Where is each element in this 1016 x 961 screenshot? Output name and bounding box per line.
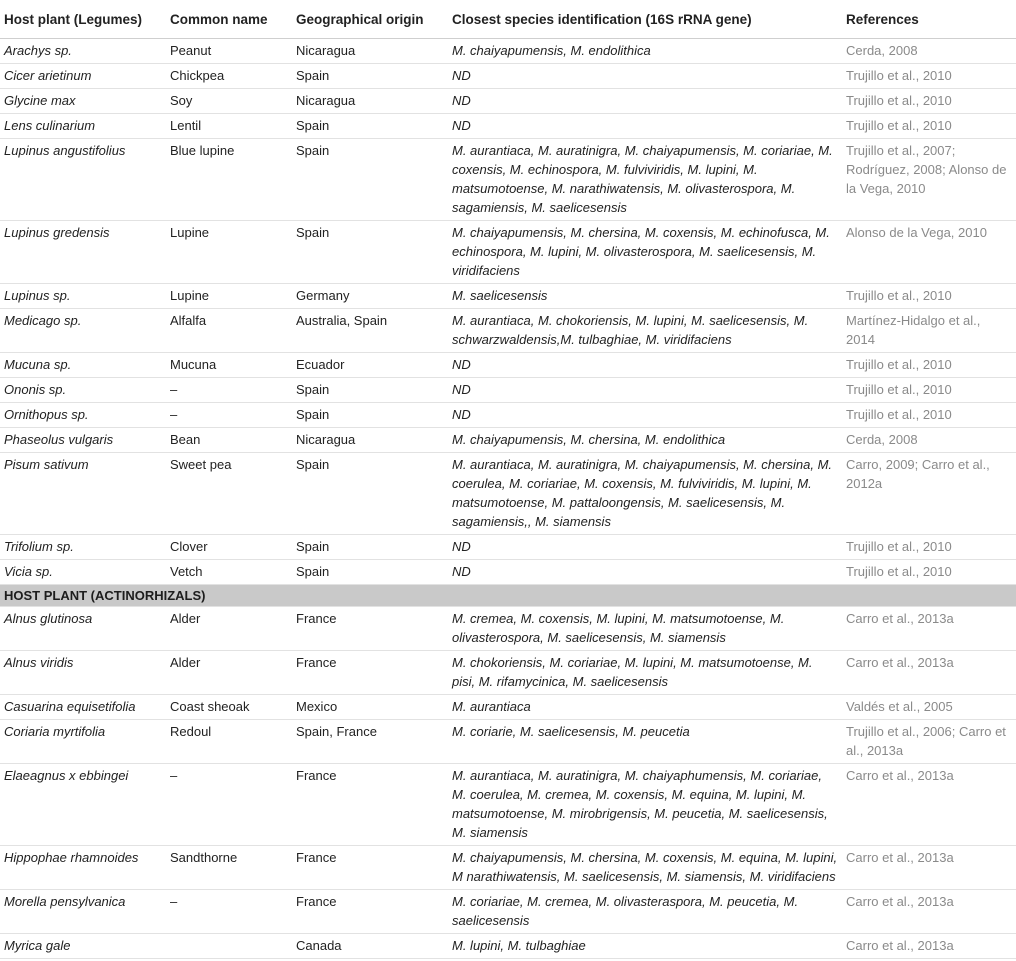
references-cell: Trujillo et al., 2010 (842, 64, 1016, 89)
table-row (0, 378, 1016, 403)
references-cell: Trujillo et al., 2010 (842, 89, 1016, 114)
table-row (0, 39, 1016, 64)
host-plant-cell: Lens culinarium (0, 114, 166, 139)
origin-cell: Spain, France (292, 720, 448, 764)
table-row (0, 695, 1016, 720)
host-plant-cell: Mucuna sp. (0, 353, 166, 378)
references-cell: Carro et al., 2013a (842, 846, 1016, 890)
host-plant-cell: Elaeagnus x ebbingei (0, 764, 166, 846)
common-name-cell: – (166, 403, 292, 428)
species-cell: M. coriarie, M. saelicesensis, M. peucetia (448, 720, 842, 764)
host-plant-cell: Alnus viridis (0, 651, 166, 695)
common-name-cell: Coast sheoak (166, 695, 292, 720)
references-cell: Alonso de la Vega, 2010 (842, 221, 1016, 284)
common-name-cell: – (166, 890, 292, 934)
origin-cell: France (292, 890, 448, 934)
table-row (0, 309, 1016, 353)
references-cell: Trujillo et al., 2010 (842, 403, 1016, 428)
origin-cell: Spain (292, 378, 448, 403)
table-row (0, 453, 1016, 535)
table-row (0, 846, 1016, 890)
table-row (0, 764, 1016, 846)
references-cell: Trujillo et al., 2007; Rodríguez, 2008; Alonso de la Vega, 2010 (842, 139, 1016, 221)
origin-cell: Nicaragua (292, 89, 448, 114)
references-cell: Trujillo et al., 2010 (842, 535, 1016, 560)
header-closest-species: Closest species identification (16S rRNA gene) (448, 0, 842, 39)
common-name-cell: Lupine (166, 284, 292, 309)
common-name-cell: Peanut (166, 39, 292, 64)
table-row (0, 64, 1016, 89)
host-plant-cell: Vicia sp. (0, 560, 166, 585)
host-plant-cell: Coriaria myrtifolia (0, 720, 166, 764)
table-row (0, 221, 1016, 284)
origin-cell: Nicaragua (292, 428, 448, 453)
origin-cell: Canada (292, 934, 448, 959)
common-name-cell: Clover (166, 535, 292, 560)
common-name-cell: Sweet pea (166, 453, 292, 535)
common-name-cell: Mucuna (166, 353, 292, 378)
species-cell: ND (448, 64, 842, 89)
table-row (0, 403, 1016, 428)
species-cell: ND (448, 535, 842, 560)
host-plant-cell: Morella pensylvanica (0, 890, 166, 934)
origin-cell: Nicaragua (292, 39, 448, 64)
host-plant-cell: Casuarina equisetifolia (0, 695, 166, 720)
common-name-cell: Sandthorne (166, 846, 292, 890)
common-name-cell: Chickpea (166, 64, 292, 89)
species-cell: M. aurantiaca, M. auratinigra, M. chaiyapumensis, M. chersina, M. coerulea, M. coriariae, M. coxensis, M. fulviviridis, M. lupini, M. matsumotoense, M. pattaloongensis, M. saelicesensis, M. sagamiensis,, M. siamensis (448, 453, 842, 535)
references-cell: Carro et al., 2013a (842, 651, 1016, 695)
host-plant-cell: Cicer arietinum (0, 64, 166, 89)
host-plant-cell: Ornithopus sp. (0, 403, 166, 428)
origin-cell: France (292, 764, 448, 846)
host-plant-cell: Lupinus angustifolius (0, 139, 166, 221)
origin-cell: France (292, 651, 448, 695)
section-header-row (0, 585, 1016, 607)
references-cell: Valdés et al., 2005 (842, 695, 1016, 720)
species-cell: M. chaiyapumensis, M. chersina, M. endolithica (448, 428, 842, 453)
origin-cell: Spain (292, 535, 448, 560)
origin-cell: Germany (292, 284, 448, 309)
header-common-name: Common name (166, 0, 292, 39)
origin-cell: Australia, Spain (292, 309, 448, 353)
common-name-cell (166, 934, 292, 959)
header-references: References (842, 0, 1016, 39)
host-plant-cell: Hippophae rhamnoides (0, 846, 166, 890)
table-row (0, 284, 1016, 309)
species-cell: M. aurantiaca, M. chokoriensis, M. lupini, M. saelicesensis, M. schwarzwaldensis,M. tulbaghiae, M. viridifaciens (448, 309, 842, 353)
species-cell: M. cremea, M. coxensis, M. lupini, M. matsumotoense, M. olivasterospora, M. saelicesensis, M. siamensis (448, 607, 842, 651)
species-cell: M. chaiyapumensis, M. chersina, M. coxensis, M. equina, M. lupini, M narathiwatensis, M. saelicesensis, M. siamensis, M. viridifaciens (448, 846, 842, 890)
species-cell: ND (448, 353, 842, 378)
host-plant-cell: Medicago sp. (0, 309, 166, 353)
species-cell: M. aurantiaca, M. auratinigra, M. chaiyaphumensis, M. coriariae, M. coerulea, M. cremea, M. coxensis, M. equina, M. lupini, M. matsumotoense, M. mirobrigensis, M. peucetia, M. saelicesensis, M. siamensis (448, 764, 842, 846)
host-plant-cell: Ononis sp. (0, 378, 166, 403)
species-cell: M. lupini, M. tulbaghiae (448, 934, 842, 959)
common-name-cell: Bean (166, 428, 292, 453)
common-name-cell: Vetch (166, 560, 292, 585)
origin-cell: Mexico (292, 695, 448, 720)
species-cell: ND (448, 403, 842, 428)
species-cell: ND (448, 560, 842, 585)
origin-cell: Spain (292, 403, 448, 428)
table-row (0, 114, 1016, 139)
species-cell: M. chaiyapumensis, M. endolithica (448, 39, 842, 64)
host-plant-cell: Lupinus gredensis (0, 221, 166, 284)
references-cell: Carro, 2009; Carro et al., 2012a (842, 453, 1016, 535)
table-row (0, 139, 1016, 221)
common-name-cell: Soy (166, 89, 292, 114)
table-row (0, 560, 1016, 585)
origin-cell: Ecuador (292, 353, 448, 378)
origin-cell: Spain (292, 64, 448, 89)
references-cell: Trujillo et al., 2010 (842, 378, 1016, 403)
species-cell: M. chokoriensis, M. coriariae, M. lupini, M. matsumotoense, M. pisi, M. rifamycinica, M. saelicesensis (448, 651, 842, 695)
species-cell: M. aurantiaca (448, 695, 842, 720)
references-cell: Martínez-Hidalgo et al., 2014 (842, 309, 1016, 353)
references-cell: Carro et al., 2013a (842, 934, 1016, 959)
references-cell: Carro et al., 2013a (842, 764, 1016, 846)
table-row (0, 535, 1016, 560)
common-name-cell: Alfalfa (166, 309, 292, 353)
origin-cell: France (292, 846, 448, 890)
references-cell: Carro et al., 2013a (842, 607, 1016, 651)
host-plant-cell: Lupinus sp. (0, 284, 166, 309)
common-name-cell: Redoul (166, 720, 292, 764)
host-plant-cell: Arachys sp. (0, 39, 166, 64)
references-cell: Trujillo et al., 2006; Carro et al., 2013a (842, 720, 1016, 764)
species-cell: M. coriariae, M. cremea, M. olivasteraspora, M. peucetia, M. saelicesensis (448, 890, 842, 934)
host-plant-cell: Glycine max (0, 89, 166, 114)
origin-cell: France (292, 607, 448, 651)
header-row (0, 0, 1016, 39)
references-cell: Cerda, 2008 (842, 428, 1016, 453)
host-plant-cell: Myrica gale (0, 934, 166, 959)
origin-cell: Spain (292, 560, 448, 585)
origin-cell: Spain (292, 139, 448, 221)
references-cell: Trujillo et al., 2010 (842, 114, 1016, 139)
references-cell: Carro et al., 2013a (842, 890, 1016, 934)
references-cell: Cerda, 2008 (842, 39, 1016, 64)
table-body (0, 39, 1016, 959)
table-row (0, 890, 1016, 934)
host-plant-cell: Trifolium sp. (0, 535, 166, 560)
references-cell: Trujillo et al., 2010 (842, 560, 1016, 585)
references-cell: Trujillo et al., 2010 (842, 284, 1016, 309)
species-cell: M. saelicesensis (448, 284, 842, 309)
table-row (0, 89, 1016, 114)
species-cell: M. chaiyapumensis, M. chersina, M. coxensis, M. echinofusca, M. echinospora, M. lupini, M. olivasterospora, M. saelicesensis, M. viridifaciens (448, 221, 842, 284)
species-cell: ND (448, 378, 842, 403)
host-plant-cell: Pisum sativum (0, 453, 166, 535)
species-cell: ND (448, 114, 842, 139)
common-name-cell: Lupine (166, 221, 292, 284)
table-row (0, 720, 1016, 764)
common-name-cell: Lentil (166, 114, 292, 139)
host-plant-cell: Alnus glutinosa (0, 607, 166, 651)
common-name-cell: Alder (166, 651, 292, 695)
common-name-cell: – (166, 764, 292, 846)
common-name-cell: Blue lupine (166, 139, 292, 221)
table-row (0, 353, 1016, 378)
origin-cell: Spain (292, 221, 448, 284)
common-name-cell: Alder (166, 607, 292, 651)
references-cell: Trujillo et al., 2010 (842, 353, 1016, 378)
species-cell: ND (448, 89, 842, 114)
table-row (0, 428, 1016, 453)
species-cell: M. aurantiaca, M. auratinigra, M. chaiyapumensis, M. coriariae, M. coxensis, M. echinospora, M. fulviviridis, M. lupini, M. matsumotoense, M. narathiwatensis, M. olivasterospora, M. sagamiensis, M. saelicesensis (448, 139, 842, 221)
origin-cell: Spain (292, 114, 448, 139)
header-geographical-origin: Geographical origin (292, 0, 448, 39)
origin-cell: Spain (292, 453, 448, 535)
section-header-actinorhizals: HOST PLANT (ACTINORHIZALS) (0, 585, 1016, 607)
table-header (0, 0, 1016, 39)
header-host-plant: Host plant (Legumes) (0, 0, 166, 39)
table-row (0, 934, 1016, 959)
table-row (0, 607, 1016, 651)
host-plant-cell: Phaseolus vulgaris (0, 428, 166, 453)
common-name-cell: – (166, 378, 292, 403)
table-row (0, 651, 1016, 695)
